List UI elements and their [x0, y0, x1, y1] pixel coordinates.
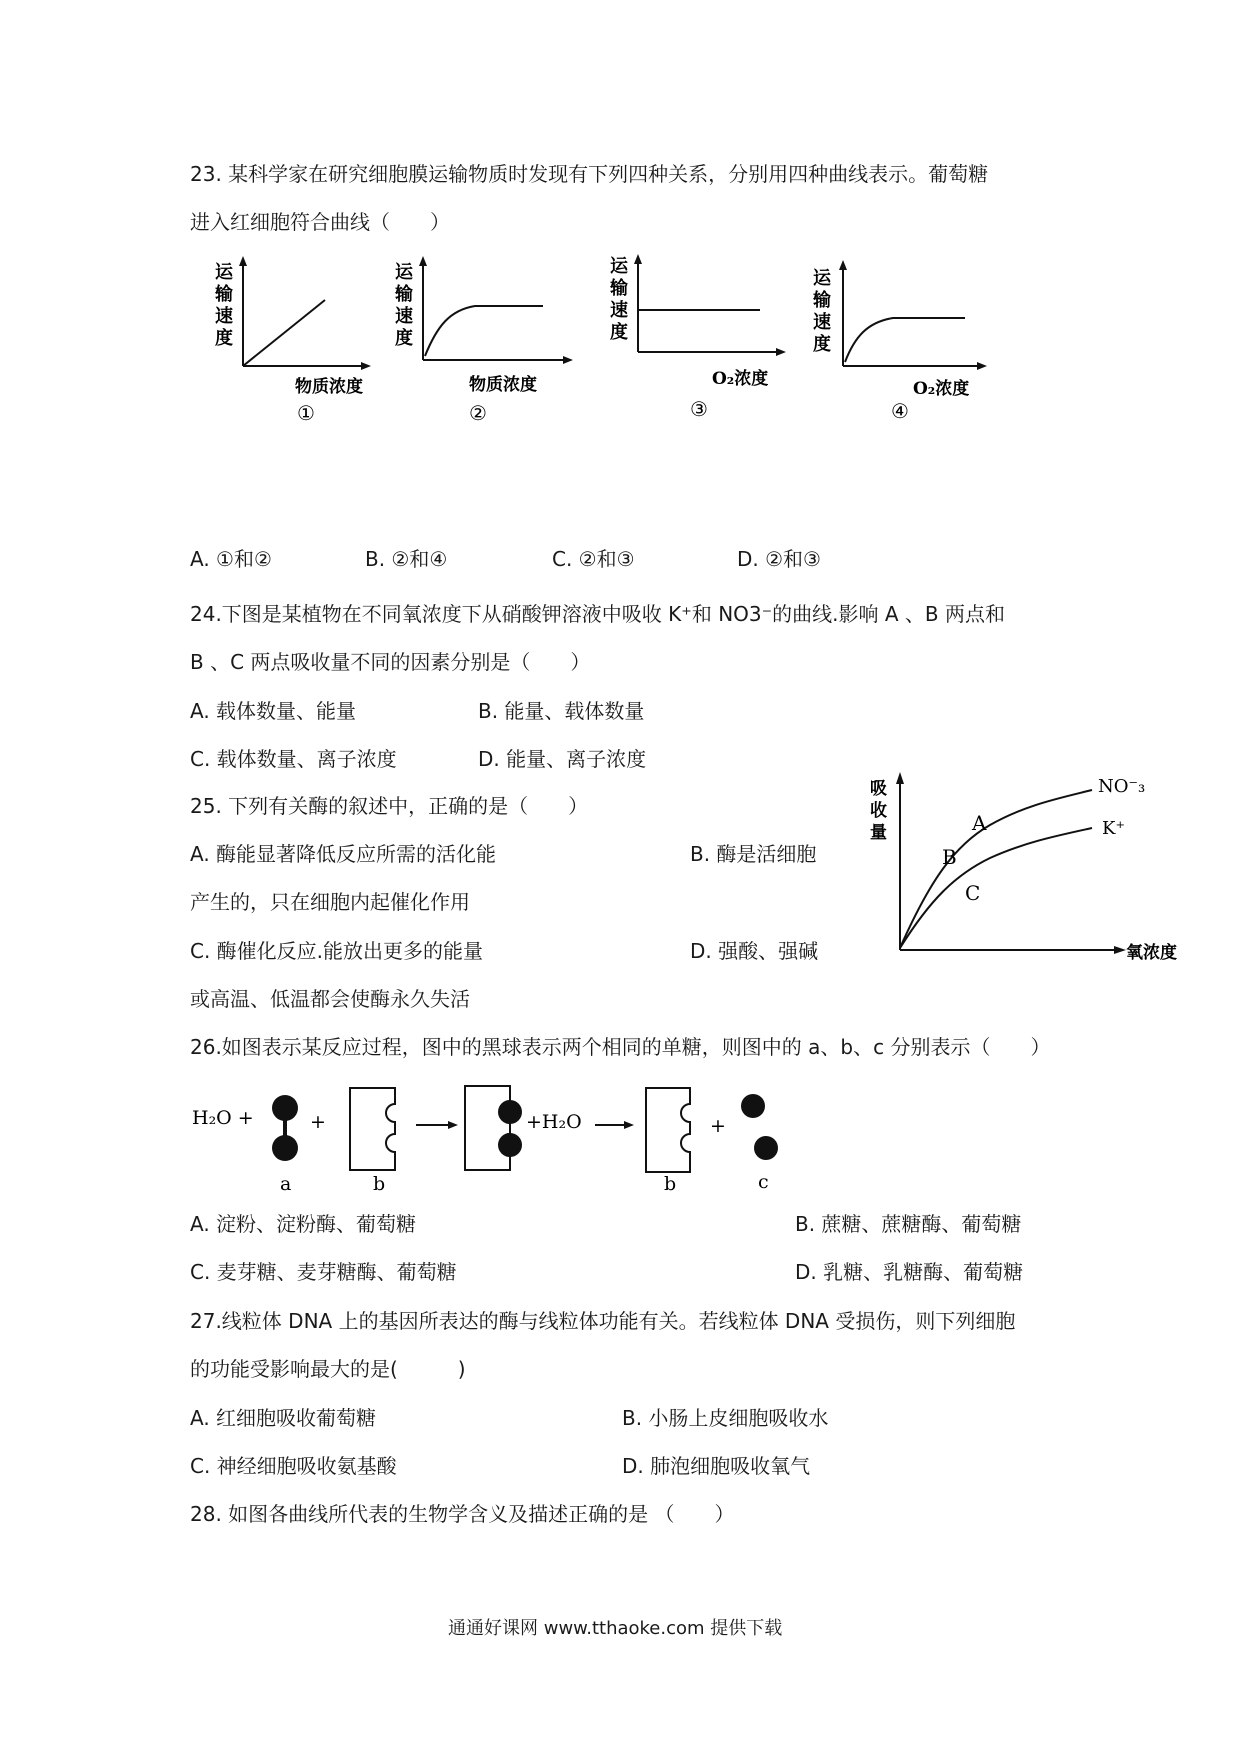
enzyme-b-1	[350, 1088, 395, 1170]
graph-4-ylabel-3: 速	[813, 312, 831, 333]
q26-option-c: C. 麦芽糖、麦芽糖酶、葡萄糖	[190, 1260, 457, 1284]
no3-label: NO⁻₃	[1098, 776, 1146, 797]
q24-stem-line1: 24.下图是某植物在不同氧浓度下从硝酸钾溶液中吸收 K⁺和 NO3⁻的曲线.影响 A 、B 两点和	[190, 602, 1006, 626]
chart-ylabel-2: 收	[870, 801, 887, 821]
graph-3-number: ③	[690, 397, 708, 421]
label-c: c	[758, 1171, 769, 1193]
complex-ball-top	[498, 1100, 522, 1124]
q26-option-a: A. 淀粉、淀粉酶、葡萄糖	[190, 1212, 417, 1236]
q24-stem-line2: B 、C 两点吸收量不同的因素分别是（ ）	[190, 650, 591, 674]
q24-option-d: D. 能量、离子浓度	[478, 747, 647, 771]
q27-option-a: A. 红细胞吸收葡萄糖	[190, 1406, 377, 1430]
q23-graph-3	[609, 254, 786, 421]
footer-text: 通通好课网 www.tthaoke.com 提供下载	[448, 1618, 783, 1639]
q26-option-d: D. 乳糖、乳糖酶、葡萄糖	[795, 1260, 1024, 1284]
q25-option-c: C. 酶催化反应.能放出更多的能量	[190, 939, 484, 963]
graph-2-xlabel: 物质浓度	[469, 375, 537, 395]
q24-option-a: A. 载体数量、能量	[190, 699, 357, 723]
graph-3-ylabel-2: 输	[610, 278, 628, 299]
graph-2-curve	[425, 306, 543, 356]
q26-stem: 26.如图表示某反应过程，图中的黑球表示两个相同的单糖，则图中的 a、b、c 分别表示（ ）	[190, 1035, 1051, 1059]
graph-2-ylabel-2: 输	[395, 284, 413, 305]
q26-option-b: B. 蔗糖、蔗糖酶、葡萄糖	[795, 1212, 1022, 1236]
k-label: K⁺	[1102, 818, 1125, 839]
graph-1-ylabel-1: 运	[215, 262, 233, 283]
graph-1-number: ①	[297, 401, 315, 425]
q23-option-d: D. ②和③	[737, 547, 821, 571]
q26-reaction-diagram	[190, 1080, 830, 1195]
q25-option-b: B. 酶是活细胞	[690, 842, 817, 866]
graph-3-ylabel-4: 度	[610, 322, 628, 343]
graph-4-xlabel: O₂浓度	[913, 379, 970, 399]
graph-1-ylabel-2: 输	[215, 284, 233, 305]
label-b-1: b	[373, 1173, 386, 1195]
graph-4-number: ④	[891, 399, 909, 423]
graph-2-ylabel-4: 度	[395, 328, 413, 349]
graph-1-ylabel-3: 速	[215, 306, 233, 327]
complex-enzyme	[465, 1086, 510, 1170]
graph-2-ylabel-3: 速	[395, 306, 413, 327]
q23-option-a: A. ①和②	[190, 547, 272, 571]
substrate-a	[272, 1095, 298, 1161]
q27-stem-line1: 27.线粒体 DNA 上的基因所表达的酶与线粒体功能有关。若线粒体 DNA 受损伤，则下列细胞	[190, 1309, 1016, 1333]
q24-option-b: B. 能量、载体数量	[478, 699, 645, 723]
q27-option-d: D. 肺泡细胞吸收氧气	[622, 1454, 811, 1478]
label-b-2: b	[664, 1173, 677, 1195]
point-a-label: A	[972, 811, 987, 835]
q25-option-d-cont: 或高温、低温都会使酶永久失活	[190, 987, 470, 1011]
chart-ylabel-1: 吸	[870, 779, 887, 799]
graph-2-number: ②	[469, 401, 487, 425]
no3-curve	[900, 790, 1092, 948]
q23-option-c: C. ②和③	[552, 547, 635, 571]
graph-4-ylabel-1: 运	[813, 268, 831, 289]
plus-3: +	[710, 1115, 726, 1137]
chart-ylabel-3: 量	[870, 823, 887, 843]
graph-4-ylabel-2: 输	[813, 290, 831, 311]
q23-graph-4	[812, 260, 987, 423]
q23-option-b: B. ②和④	[365, 547, 448, 571]
q25-stem: 25. 下列有关酶的叙述中，正确的是（ ）	[190, 794, 589, 818]
point-b-label: B	[942, 845, 957, 869]
q23-graph-1	[214, 256, 371, 425]
enzyme-b-2	[646, 1088, 690, 1172]
graph-1-curve	[243, 300, 325, 366]
h2o-left: H₂O +	[192, 1107, 254, 1129]
plus-1: +	[310, 1111, 326, 1133]
plus-h2o: +H₂O	[526, 1111, 582, 1133]
graph-3-xlabel: O₂浓度	[712, 369, 769, 389]
graph-3-ylabel-3: 速	[610, 300, 628, 321]
q25-option-a: A. 酶能显著降低反应所需的活化能	[190, 842, 497, 866]
graph-1-ylabel-4: 度	[215, 328, 233, 349]
k-curve	[900, 828, 1092, 948]
q23-stem-line1: 23. 某科学家在研究细胞膜运输物质时发现有下列四种关系，分别用四种曲线表示。葡萄糖	[190, 162, 989, 186]
product-c-top	[741, 1094, 765, 1118]
graph-3-ylabel-1: 运	[610, 256, 628, 277]
q27-option-b: B. 小肠上皮细胞吸收水	[622, 1406, 829, 1430]
q25-option-b-cont: 产生的，只在细胞内起催化作用	[190, 890, 470, 914]
q23-graph-2	[394, 256, 573, 425]
label-a: a	[280, 1173, 292, 1195]
chart-xlabel: 氧浓度	[1126, 943, 1177, 963]
graph-4-curve	[845, 318, 965, 362]
complex-ball-bottom	[498, 1133, 522, 1157]
point-c-label: C	[965, 881, 981, 905]
product-c-bottom	[754, 1136, 778, 1160]
q28-stem: 28. 如图各曲线所代表的生物学含义及描述正确的是 （ ）	[190, 1502, 735, 1526]
q23-graphs	[195, 248, 1005, 438]
q23-stem-line2: 进入红细胞符合曲线（ ）	[190, 210, 450, 234]
q27-stem-line2: 的功能受影响最大的是( )	[190, 1357, 466, 1381]
graph-1-xlabel: 物质浓度	[295, 377, 363, 397]
q27-option-c: C. 神经细胞吸收氨基酸	[190, 1454, 397, 1478]
q25-option-d: D. 强酸、强碱	[690, 939, 819, 963]
q24-absorption-chart	[860, 770, 1180, 970]
graph-2-ylabel-1: 运	[395, 262, 413, 283]
graph-4-ylabel-4: 度	[813, 334, 831, 355]
q24-option-c: C. 载体数量、离子浓度	[190, 747, 397, 771]
